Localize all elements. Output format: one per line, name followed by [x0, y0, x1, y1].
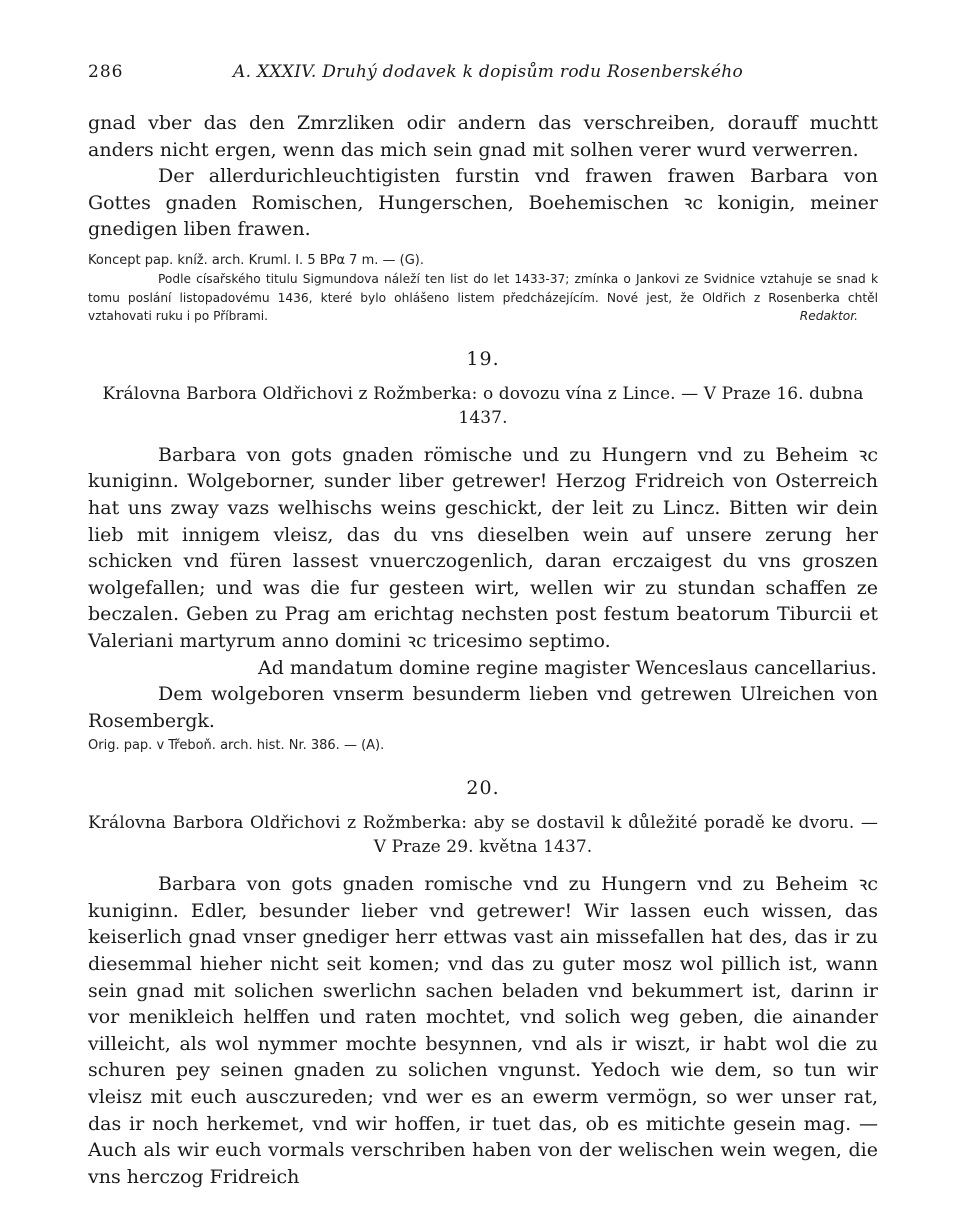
page-number: 286 — [88, 62, 124, 82]
summary-line-1: Královna Barbora Oldřichovi z Rožmberka: aby se dostavil k důležité poradě ke dvoru. — — [88, 813, 878, 834]
document-summary — [88, 811, 878, 859]
source-note: Koncept pap. kníž. arch. Kruml. I. 5 BPα 7 m. — (G). — [88, 252, 425, 268]
document-body — [88, 871, 878, 1190]
address-paragraph: Der allerdurichleuchtigisten furstin vnd frawen frawen Barbara von Gottes gnaden Romischen, Hungerschen, Boehemischen ꝛc konigin, meiner gnedigen liben frawen. — [88, 165, 878, 241]
document-body — [88, 442, 878, 756]
continued-paragraph: gnad vber das den Zmrzliken odir andern das verschreiben, dorauff muchtt anders nicht ergen, wenn das mich sein gnad mit solhen verer wurd verwerren. — [88, 112, 878, 161]
opening-block — [88, 110, 878, 326]
editor-note-text: Podle císařského titulu Sigmundova náleží ten list do let 1433-37; zmínka o Jankovi ze Svidnice vztahuje se snad k tomu poslání listopadovému 1436, které bylo ohlášeno listem předcházejícím. Nové jest, že Oldřich z Rosenberka chtěl vztahovati ruku i po Příbrami. — [88, 271, 878, 324]
summary-line-2: V Praze 29. května 1437. — [373, 837, 593, 858]
document-summary: Královna Barbora Oldřichovi z Rožmberka: o dovozu vína z Lince. — V Praze 16. dubna 1437. — [102, 383, 864, 428]
document-page — [88, 58, 878, 1190]
editor-note — [88, 270, 878, 326]
address-paragraph: Dem wolgeboren vnserm besunderm lieben vnd getrewen Ulreichen von Rosembergk. — [88, 683, 878, 732]
letter-paragraph: Barbara von gots gnaden römische und zu Hungern vnd zu Beheim ꝛc kuniginn. Wolgeborner, sunder liber getrewer! Herzog Fridreich von Osterreich hat uns zway vazs welhischs weins geschickt, der leit zu Lincz. Bitten wir dein lieb mit innigem vleisz, das du vns dieselben wein auf unsere zerung her schicken vnd füren lassest vnuerczogenlich, daran erczaigest du vns groszen wolgefallen; und was die fur gesteen wirt, wellen wir zu stundan schaffen ze beczalen. Geben zu Prag am erichtag nechsten post festum beatorum Tiburcii et Valeriani martyrum anno domini ꝛc tricesimo septimo. — [88, 443, 878, 652]
document-number: 19. — [466, 347, 500, 370]
document-19 — [88, 348, 878, 756]
letter-paragraph: Barbara von gots gnaden romische vnd zu Hungern vnd zu Beheim ꝛc kuniginn. Edler, besunder lieber vnd getrewer! Wir lassen euch wissen, das keiserlich gnad vnser gnediger herr ettwas vast ain missefallen hat des, das ir zu diesemmal hieher nicht seit komen; vnd das zu guter mosz wol pillich ist, wann sein gnad mit solichen swerlichn sachen beladen vnd bekummert ist, darinn ir vor menikleich helffen und raten mochtet, vnd solich weg geben, die ainander villeicht, als wol nymmer mochte besynnen, vnd als ir wiszt, ir habt wol die zu schuren pey seinen gnaden zu solichen vngunst. Yedoch wie dem, so tun wir vleisz mit euch ausczureden; vnd wer es an ewerm vermögn, so wer unser rat, das ir noch herkemet, vnd wir hoffen, ir tuet das, ob es mitichte gesein mag. — Auch als wir euch vormals verschriben haben von der welischen wein wegen, die vns herczog Fridreich — [88, 873, 878, 1188]
document-number: 20. — [466, 777, 500, 800]
source-note: Orig. pap. v Třeboň. arch. hist. Nr. 386. — (A). — [88, 738, 385, 754]
document-20 — [88, 777, 878, 1190]
chancery-note: Ad mandatum domine regine magister Wenceslaus cancellarius. — [258, 656, 877, 679]
running-title: A. XXXIV. Druhý dodavek k dopisům rodu Rosenberského — [233, 62, 744, 82]
running-head — [88, 58, 878, 88]
editor-signature: Redaktor. — [799, 309, 858, 324]
